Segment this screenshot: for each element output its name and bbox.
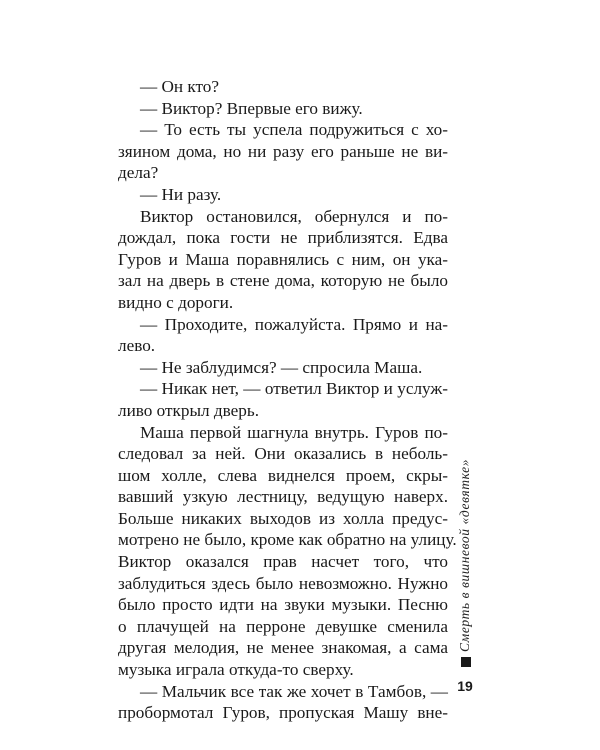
text-line: мотрено не было, кроме как обратно на улицу. <box>118 530 457 550</box>
text-line: видно с дороги. <box>118 292 234 312</box>
text-line: другая мелодия, не менее знакомая, а сама <box>118 638 448 658</box>
text-line: ливо открыл дверь. <box>118 400 260 420</box>
text-line: Маша первой шагнула внутрь. Гуров по- <box>140 422 448 442</box>
text-line: — Не заблудимся? — спросила Маша. <box>140 357 423 377</box>
text-line: музыка играла откуда-то сверху. <box>118 660 354 680</box>
text-line: — Проходите, пожалуйста. Прямо и на- <box>140 314 448 334</box>
text-line: следовал за ней. Они оказались в неболь- <box>118 444 448 464</box>
text-line: — Ни разу. <box>140 184 222 204</box>
running-title-container <box>454 422 476 652</box>
text-line: о плачущей на перроне девушке сменила <box>118 616 448 636</box>
body-text <box>118 76 457 724</box>
text-line: — То есть ты успела подружиться с хо- <box>140 120 448 140</box>
text-line: было просто идти на звуки музыки. Песню <box>118 595 448 615</box>
text-line: — Виктор? Впервые его вижу. <box>140 98 363 118</box>
page-number: 19 <box>457 678 473 694</box>
text-line: пробормотал Гуров, пропуская Машу вне- <box>118 703 448 723</box>
text-line: заблудиться здесь было невозможно. Нужно <box>118 573 448 593</box>
text-line: вавший узкую лестницу, ведущую наверх. <box>118 487 448 507</box>
text-line: дождал, пока гости не приблизятся. Едва <box>118 228 448 248</box>
text-line: зал на дверь в стене дома, которую не было <box>118 271 448 291</box>
text-line: лево. <box>118 336 156 356</box>
text-line: Больше никаких выходов из холла предус- <box>118 508 448 528</box>
text-line: Виктор остановился, обернулся и по- <box>140 206 448 226</box>
text-line: Гуров и Маша поравнялись с ним, он ука- <box>118 249 448 269</box>
text-line: дела? <box>118 163 159 183</box>
text-line: Виктор оказался прав насчет того, что <box>118 552 448 572</box>
text-line: — Он кто? <box>140 77 220 96</box>
text-line: — Никак нет, — ответил Виктор и услуж- <box>140 379 448 399</box>
running-title: Смерть в вишневой «девятке» <box>457 458 472 652</box>
text-line: зяином дома, но ни разу его раньше не ви- <box>118 141 448 161</box>
text-line: шом холле, слева виднелся проем, скры- <box>118 465 448 485</box>
square-marker-icon <box>461 657 471 667</box>
text-line: — Мальчик все так же хочет в Тамбов, — <box>140 681 448 701</box>
